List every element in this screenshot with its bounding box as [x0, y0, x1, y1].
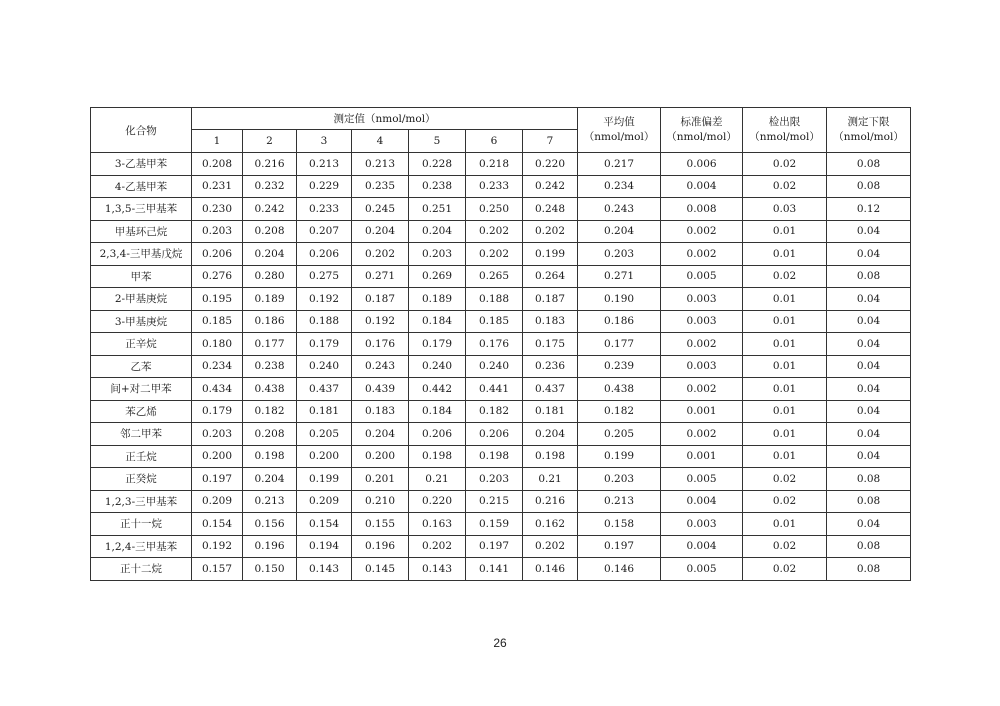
measured-value-cell: 0.238: [243, 355, 297, 378]
measured-value-cell: 0.232: [243, 175, 297, 198]
measured-value-cell: 0.204: [243, 468, 297, 491]
replicate-header-1: 1: [192, 130, 243, 153]
loq-cell: 0.08: [827, 535, 911, 558]
measured-value-cell: 0.179: [297, 333, 352, 356]
compound-name: 甲基环己烷: [91, 220, 192, 243]
lod-cell: 0.01: [743, 220, 827, 243]
measured-value-cell: 0.216: [523, 490, 578, 513]
compound-name: 苯乙烯: [91, 400, 192, 423]
measured-value-cell: 0.271: [352, 265, 409, 288]
measured-value-cell: 0.185: [192, 310, 243, 333]
compound-name: 2-甲基庚烷: [91, 288, 192, 311]
measured-value-cell: 0.163: [409, 513, 466, 536]
mean-cell: 0.146: [578, 558, 661, 581]
sd-cell: 0.003: [661, 355, 743, 378]
measured-value-cell: 0.184: [409, 400, 466, 423]
sd-cell: 0.004: [661, 535, 743, 558]
measured-value-cell: 0.197: [466, 535, 523, 558]
measured-value-cell: 0.143: [409, 558, 466, 581]
measured-value-cell: 0.192: [192, 535, 243, 558]
lod-cell: 0.02: [743, 535, 827, 558]
measured-value-cell: 0.200: [352, 445, 409, 468]
measured-value-cell: 0.188: [466, 288, 523, 311]
table-row: [91, 333, 911, 356]
mean-cell: 0.243: [578, 198, 661, 221]
lod-cell: 0.02: [743, 490, 827, 513]
measured-value-cell: 0.238: [409, 175, 466, 198]
measured-value-cell: 0.179: [192, 400, 243, 423]
measured-value-cell: 0.275: [297, 265, 352, 288]
lod-cell: 0.01: [743, 513, 827, 536]
lod-cell: 0.01: [743, 423, 827, 446]
measured-value-cell: 0.198: [243, 445, 297, 468]
lod-cell: 0.02: [743, 468, 827, 491]
mean-cell: 0.182: [578, 400, 661, 423]
loq-cell: 0.04: [827, 220, 911, 243]
measured-value-cell: 0.240: [297, 355, 352, 378]
loq-cell: 0.12: [827, 198, 911, 221]
measured-value-cell: 0.202: [466, 220, 523, 243]
table-row: [91, 265, 911, 288]
sd-cell: 0.003: [661, 513, 743, 536]
compound-name: 1,2,4-三甲基苯: [91, 535, 192, 558]
mean-cell: 0.271: [578, 265, 661, 288]
measured-value-cell: 0.145: [352, 558, 409, 581]
compound-name: 正十二烷: [91, 558, 192, 581]
sd-cell: 0.006: [661, 153, 743, 176]
table-row: [91, 513, 911, 536]
measured-value-cell: 0.251: [409, 198, 466, 221]
compound-name: 3-乙基甲苯: [91, 153, 192, 176]
loq-cell: 0.04: [827, 243, 911, 266]
mean-cell: 0.239: [578, 355, 661, 378]
measured-value-cell: 0.208: [243, 220, 297, 243]
lod-cell: 0.01: [743, 378, 827, 401]
table-row: [91, 400, 911, 423]
measured-value-cell: 0.441: [466, 378, 523, 401]
table-row: [91, 175, 911, 198]
measured-value-cell: 0.265: [466, 265, 523, 288]
loq-cell: 0.04: [827, 445, 911, 468]
measured-value-cell: 0.248: [523, 198, 578, 221]
measured-value-cell: 0.187: [523, 288, 578, 311]
measured-value-cell: 0.276: [192, 265, 243, 288]
measured-value-cell: 0.206: [192, 243, 243, 266]
measured-value-cell: 0.206: [466, 423, 523, 446]
compound-name: 正壬烷: [91, 445, 192, 468]
mean-cell: 0.438: [578, 378, 661, 401]
page-number: 26: [493, 636, 507, 650]
sd-cell: 0.003: [661, 310, 743, 333]
compound-name: 正辛烷: [91, 333, 192, 356]
measured-value-cell: 0.198: [466, 445, 523, 468]
measured-value-cell: 0.194: [297, 535, 352, 558]
measured-value-cell: 0.202: [523, 535, 578, 558]
measured-value-cell: 0.213: [243, 490, 297, 513]
sd-cell: 0.002: [661, 243, 743, 266]
loq-cell: 0.04: [827, 288, 911, 311]
measured-value-cell: 0.220: [409, 490, 466, 513]
mean-header-unit: （nmol/mol）: [583, 131, 655, 143]
mean-cell: 0.197: [578, 535, 661, 558]
mean-cell: 0.158: [578, 513, 661, 536]
measured-value-cell: 0.243: [352, 355, 409, 378]
measured-value-cell: 0.234: [192, 355, 243, 378]
measured-value-cell: 0.434: [192, 378, 243, 401]
lod-cell: 0.02: [743, 153, 827, 176]
sd-cell: 0.004: [661, 490, 743, 513]
loq-cell: 0.08: [827, 153, 911, 176]
loq-cell: 0.08: [827, 265, 911, 288]
measured-value-cell: 0.196: [352, 535, 409, 558]
measured-value-cell: 0.209: [192, 490, 243, 513]
measured-value-cell: 0.230: [192, 198, 243, 221]
measured-value-cell: 0.245: [352, 198, 409, 221]
lod-header: [743, 108, 827, 153]
loq-cell: 0.04: [827, 378, 911, 401]
measured-value-cell: 0.141: [466, 558, 523, 581]
measured-value-cell: 0.235: [352, 175, 409, 198]
measured-value-cell: 0.154: [297, 513, 352, 536]
lod-cell: 0.02: [743, 175, 827, 198]
measured-value-cell: 0.213: [352, 153, 409, 176]
measured-value-cell: 0.203: [192, 423, 243, 446]
measured-value-cell: 0.195: [192, 288, 243, 311]
measured-value-cell: 0.182: [466, 400, 523, 423]
measured-value-cell: 0.207: [297, 220, 352, 243]
measured-value-cell: 0.206: [297, 243, 352, 266]
measured-value-cell: 0.177: [243, 333, 297, 356]
lod-cell: 0.01: [743, 288, 827, 311]
table-row: [91, 220, 911, 243]
measured-value-cell: 0.189: [243, 288, 297, 311]
lod-cell: 0.01: [743, 310, 827, 333]
measured-value-cell: 0.200: [297, 445, 352, 468]
measured-value-cell: 0.21: [523, 468, 578, 491]
detection-limit-table: [90, 107, 911, 581]
loq-header: [827, 108, 911, 153]
measured-value-cell: 0.437: [297, 378, 352, 401]
measured-value-cell: 0.21: [409, 468, 466, 491]
measured-value-cell: 0.233: [466, 175, 523, 198]
measured-value-cell: 0.204: [243, 243, 297, 266]
measured-value-cell: 0.204: [352, 423, 409, 446]
mean-cell: 0.203: [578, 243, 661, 266]
measured-value-cell: 0.231: [192, 175, 243, 198]
measured-value-cell: 0.280: [243, 265, 297, 288]
measured-value-cell: 0.264: [523, 265, 578, 288]
measured-value-cell: 0.209: [297, 490, 352, 513]
table-row: [91, 445, 911, 468]
compound-name: 间+对二甲苯: [91, 378, 192, 401]
table-row: [91, 310, 911, 333]
compound-name: 4-乙基甲苯: [91, 175, 192, 198]
measured-value-cell: 0.188: [297, 310, 352, 333]
table-row: [91, 468, 911, 491]
measured-value-cell: 0.439: [352, 378, 409, 401]
measured-value-cell: 0.229: [297, 175, 352, 198]
measured-value-cell: 0.228: [409, 153, 466, 176]
compound-name: 2,3,4-三甲基戊烷: [91, 243, 192, 266]
mean-cell: 0.203: [578, 468, 661, 491]
header-row-top: [91, 108, 911, 130]
lod-cell: 0.01: [743, 355, 827, 378]
mean-cell: 0.190: [578, 288, 661, 311]
sd-header-unit: （nmol/mol）: [666, 131, 737, 143]
mean-cell: 0.177: [578, 333, 661, 356]
measured-value-cell: 0.205: [297, 423, 352, 446]
sd-cell: 0.004: [661, 175, 743, 198]
measured-value-cell: 0.215: [466, 490, 523, 513]
sd-header-label: 标准偏差: [680, 116, 723, 128]
measured-value-cell: 0.159: [466, 513, 523, 536]
sd-cell: 0.001: [661, 400, 743, 423]
measured-value-cell: 0.204: [409, 220, 466, 243]
measured-value-cell: 0.442: [409, 378, 466, 401]
mean-header: [578, 108, 661, 153]
sd-cell: 0.008: [661, 198, 743, 221]
sd-cell: 0.005: [661, 468, 743, 491]
loq-cell: 0.04: [827, 310, 911, 333]
measured-value-cell: 0.176: [352, 333, 409, 356]
measured-value-cell: 0.180: [192, 333, 243, 356]
measured-value-cell: 0.192: [352, 310, 409, 333]
measured-value-cell: 0.157: [192, 558, 243, 581]
measured-value-cell: 0.233: [297, 198, 352, 221]
lod-cell: 0.01: [743, 445, 827, 468]
measured-value-cell: 0.196: [243, 535, 297, 558]
measured-value-cell: 0.203: [192, 220, 243, 243]
measured-value-cell: 0.250: [466, 198, 523, 221]
measured-value-cell: 0.200: [192, 445, 243, 468]
loq-cell: 0.04: [827, 333, 911, 356]
measured-value-cell: 0.184: [409, 310, 466, 333]
mean-cell: 0.199: [578, 445, 661, 468]
measured-value-cell: 0.240: [409, 355, 466, 378]
compound-name: 乙苯: [91, 355, 192, 378]
measured-value-cell: 0.269: [409, 265, 466, 288]
measured-value-cell: 0.183: [352, 400, 409, 423]
measured-value-cell: 0.242: [523, 175, 578, 198]
table-row: [91, 198, 911, 221]
measured-value-cell: 0.199: [523, 243, 578, 266]
measured-value-cell: 0.206: [409, 423, 466, 446]
measured-value-cell: 0.146: [523, 558, 578, 581]
loq-cell: 0.04: [827, 423, 911, 446]
mean-cell: 0.217: [578, 153, 661, 176]
sd-cell: 0.005: [661, 558, 743, 581]
replicate-header-7: 7: [523, 130, 578, 153]
measured-value-cell: 0.201: [352, 468, 409, 491]
loq-cell: 0.04: [827, 355, 911, 378]
compound-name: 正癸烷: [91, 468, 192, 491]
measured-value-cell: 0.198: [523, 445, 578, 468]
loq-cell: 0.08: [827, 558, 911, 581]
measured-value-cell: 0.202: [409, 535, 466, 558]
table-row: [91, 378, 911, 401]
measured-value-cell: 0.175: [523, 333, 578, 356]
loq-cell: 0.08: [827, 468, 911, 491]
lod-cell: 0.01: [743, 400, 827, 423]
loq-header-unit: （nmol/mol）: [833, 131, 904, 143]
measured-value-cell: 0.182: [243, 400, 297, 423]
sd-cell: 0.002: [661, 423, 743, 446]
measured-value-cell: 0.143: [297, 558, 352, 581]
compound-name: 邻二甲苯: [91, 423, 192, 446]
measured-value-cell: 0.208: [192, 153, 243, 176]
measured-value-cell: 0.162: [523, 513, 578, 536]
measured-value-cell: 0.185: [466, 310, 523, 333]
sd-cell: 0.002: [661, 333, 743, 356]
replicate-header-2: 2: [243, 130, 297, 153]
compound-name: 1,2,3-三甲基苯: [91, 490, 192, 513]
lod-header-unit: （nmol/mol）: [749, 131, 820, 143]
measured-value-cell: 0.210: [352, 490, 409, 513]
measured-value-cell: 0.154: [192, 513, 243, 536]
compound-name: 甲苯: [91, 265, 192, 288]
measured-value-cell: 0.181: [523, 400, 578, 423]
lod-header-label: 检出限: [768, 116, 801, 128]
lod-cell: 0.02: [743, 558, 827, 581]
table-row: [91, 153, 911, 176]
table-row: [91, 355, 911, 378]
sd-cell: 0.002: [661, 378, 743, 401]
measured-value-cell: 0.242: [243, 198, 297, 221]
measured-value-cell: 0.213: [297, 153, 352, 176]
measured-value-cell: 0.202: [352, 243, 409, 266]
lod-cell: 0.01: [743, 333, 827, 356]
table-row: [91, 558, 911, 581]
measured-value-cell: 0.197: [192, 468, 243, 491]
loq-cell: 0.08: [827, 490, 911, 513]
replicate-header-5: 5: [409, 130, 466, 153]
loq-cell: 0.08: [827, 175, 911, 198]
compound-name: 3-甲基庚烷: [91, 310, 192, 333]
measured-value-cell: 0.179: [409, 333, 466, 356]
loq-cell: 0.04: [827, 513, 911, 536]
compound-name: 正十一烷: [91, 513, 192, 536]
measured-value-cell: 0.150: [243, 558, 297, 581]
mean-cell: 0.234: [578, 175, 661, 198]
sd-header: [661, 108, 743, 153]
sd-cell: 0.002: [661, 220, 743, 243]
mean-cell: 0.186: [578, 310, 661, 333]
sd-cell: 0.003: [661, 288, 743, 311]
measured-value-cell: 0.438: [243, 378, 297, 401]
lod-cell: 0.01: [743, 243, 827, 266]
mean-cell: 0.213: [578, 490, 661, 513]
measured-value-cell: 0.176: [466, 333, 523, 356]
measured-values-header: 测定值（nmol/mol）: [192, 108, 578, 130]
mean-cell: 0.205: [578, 423, 661, 446]
measured-value-cell: 0.204: [523, 423, 578, 446]
loq-header-label: 测定下限: [847, 116, 890, 128]
mean-cell: 0.204: [578, 220, 661, 243]
lod-cell: 0.03: [743, 198, 827, 221]
compound-name: 1,3,5-三甲基苯: [91, 198, 192, 221]
measured-value-cell: 0.183: [523, 310, 578, 333]
compound-header: 化合物: [91, 108, 192, 153]
measured-value-cell: 0.240: [466, 355, 523, 378]
measured-value-cell: 0.218: [466, 153, 523, 176]
loq-cell: 0.04: [827, 400, 911, 423]
measured-value-cell: 0.198: [409, 445, 466, 468]
sd-cell: 0.005: [661, 265, 743, 288]
measured-value-cell: 0.236: [523, 355, 578, 378]
measured-value-cell: 0.208: [243, 423, 297, 446]
measured-value-cell: 0.204: [352, 220, 409, 243]
measured-value-cell: 0.181: [297, 400, 352, 423]
table-row: [91, 535, 911, 558]
mean-header-label: 平均值: [603, 116, 635, 128]
measured-value-cell: 0.155: [352, 513, 409, 536]
measured-value-cell: 0.186: [243, 310, 297, 333]
table-row: [91, 423, 911, 446]
measured-value-cell: 0.203: [409, 243, 466, 266]
replicate-header-3: 3: [297, 130, 352, 153]
measured-value-cell: 0.203: [466, 468, 523, 491]
measured-value-cell: 0.437: [523, 378, 578, 401]
measured-value-cell: 0.189: [409, 288, 466, 311]
table-row: [91, 490, 911, 513]
measured-value-cell: 0.202: [523, 220, 578, 243]
measured-value-cell: 0.192: [297, 288, 352, 311]
measured-value-cell: 0.216: [243, 153, 297, 176]
measured-value-cell: 0.202: [466, 243, 523, 266]
replicate-header-6: 6: [466, 130, 523, 153]
measured-value-cell: 0.220: [523, 153, 578, 176]
measured-value-cell: 0.187: [352, 288, 409, 311]
measured-value-cell: 0.156: [243, 513, 297, 536]
replicate-header-4: 4: [352, 130, 409, 153]
table-row: [91, 243, 911, 266]
measured-value-cell: 0.199: [297, 468, 352, 491]
table-body: [91, 153, 911, 581]
table-row: [91, 288, 911, 311]
sd-cell: 0.001: [661, 445, 743, 468]
lod-cell: 0.02: [743, 265, 827, 288]
